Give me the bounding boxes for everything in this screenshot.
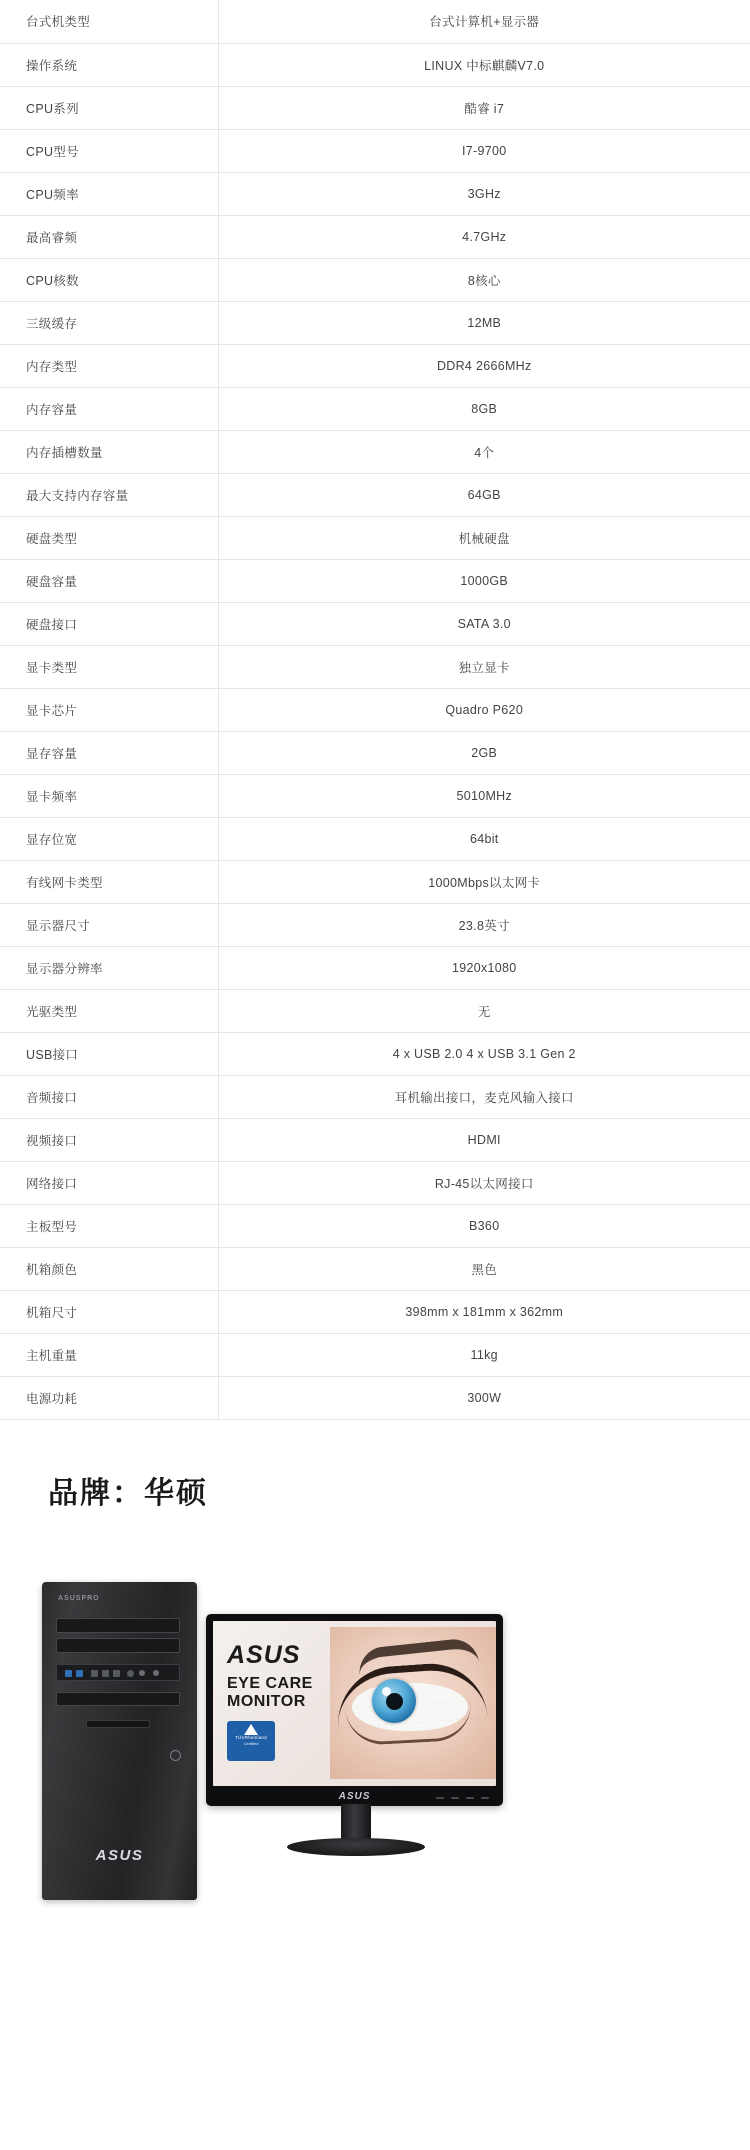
table-row [0,1247,750,1290]
table-row [0,989,750,1032]
spec-value: I7-9700 [218,129,750,172]
table-row [0,86,750,129]
spec-label: CPU系列 [0,86,218,129]
spec-value: Quadro P620 [218,688,750,731]
spec-label: 主机重量 [0,1333,218,1376]
osd-button-icon [481,1797,489,1799]
table-row [0,1161,750,1204]
spec-value: DDR4 2666MHz [218,344,750,387]
spec-label: 显卡芯片 [0,688,218,731]
tuv-certification-badge [227,1721,275,1761]
spec-value: 398mm x 181mm x 362mm [218,1290,750,1333]
table-row [0,301,750,344]
spec-value: RJ-45以太网接口 [218,1161,750,1204]
spec-value: 64bit [218,817,750,860]
table-row [0,860,750,903]
card-reader-icon [86,1720,150,1728]
spec-label: 硬盘容量 [0,559,218,602]
osd-button-icon [451,1797,459,1799]
spec-value: 4.7GHz [218,215,750,258]
spec-label: 内存插槽数量 [0,430,218,473]
table-row [0,172,750,215]
table-row [0,903,750,946]
table-row [0,559,750,602]
monitor-osd-buttons [436,1797,489,1799]
spec-value: 5010MHz [218,774,750,817]
spec-value: 1000Mbps以太网卡 [218,860,750,903]
table-row [0,1376,750,1419]
osd-button-icon [436,1797,444,1799]
spec-label: 显卡类型 [0,645,218,688]
tower-top-logo: ASUSPRO [58,1594,100,1602]
table-row [0,215,750,258]
triangle-icon [244,1724,258,1735]
table-row [0,645,750,688]
spec-label: 机箱尺寸 [0,1290,218,1333]
optical-bay-icon [56,1618,180,1633]
spec-label: CPU频率 [0,172,218,215]
table-row [0,602,750,645]
spec-value: SATA 3.0 [218,602,750,645]
table-row [0,1032,750,1075]
spec-value: 1000GB [218,559,750,602]
spec-label: 最高睿频 [0,215,218,258]
table-row [0,1204,750,1247]
spec-label: 网络接口 [0,1161,218,1204]
spec-value: 23.8英寸 [218,903,750,946]
optical-bay-icon [56,1638,180,1653]
spec-label: 操作系统 [0,43,218,86]
table-row [0,430,750,473]
spec-value: 3GHz [218,172,750,215]
spec-value: 4 x USB 2.0 4 x USB 3.1 Gen 2 [218,1032,750,1075]
eye-illustration-icon [330,1627,496,1779]
usb-port-icon [113,1670,120,1677]
table-row [0,129,750,172]
monitor-stand-base [287,1838,425,1856]
spec-value: 酷睿 i7 [218,86,750,129]
table-row [0,258,750,301]
screen-content [227,1640,313,1762]
spec-label: CPU型号 [0,129,218,172]
table-row [0,946,750,989]
badge-line-1: TÜVRheinland [235,1735,267,1741]
table-row [0,731,750,774]
osd-button-icon [466,1797,474,1799]
screen-headline-line1: EYE CARE [227,1674,313,1692]
spec-label: 最大支持内存容量 [0,473,218,516]
spec-value: 2GB [218,731,750,774]
microphone-jack-icon [139,1670,145,1676]
spec-value: 64GB [218,473,750,516]
spec-value: LINUX 中标麒麟V7.0 [218,43,750,86]
spec-label: 有线网卡类型 [0,860,218,903]
monitor-image [206,1614,506,1869]
spec-value: 12MB [218,301,750,344]
page-title: 品牌：华硕 [48,1476,208,1510]
brand-section [0,1420,750,1522]
spec-value: 11kg [218,1333,750,1376]
spec-value: 独立显卡 [218,645,750,688]
spec-label: 显存容量 [0,731,218,774]
spec-label: 显存位宽 [0,817,218,860]
spec-label: 显示器分辨率 [0,946,218,989]
table-row [0,1290,750,1333]
spec-value: 1920x1080 [218,946,750,989]
spec-value: 8核心 [218,258,750,301]
spec-label: USB接口 [0,1032,218,1075]
table-row [0,774,750,817]
spec-value: 无 [218,989,750,1032]
spec-label: 硬盘类型 [0,516,218,559]
spec-label: 内存容量 [0,387,218,430]
monitor-screen [213,1621,496,1786]
spec-value: 300W [218,1376,750,1419]
table-row [0,688,750,731]
usb-port-icon [91,1670,98,1677]
usb-port-icon [102,1670,109,1677]
table-row [0,516,750,559]
spec-label: 显示器尺寸 [0,903,218,946]
spec-label: 光驱类型 [0,989,218,1032]
monitor-brand-logo: ASUS [338,1790,371,1802]
usb-port-icon [76,1670,83,1677]
table-row [0,387,750,430]
table-row [0,1118,750,1161]
product-image-section [0,1552,750,2032]
spec-label: 内存类型 [0,344,218,387]
usb-port-icon [65,1670,72,1677]
spec-value: B360 [218,1204,750,1247]
monitor-bezel [206,1614,503,1806]
spec-label: 电源功耗 [0,1376,218,1419]
table-row [0,0,750,43]
spec-label: 显卡频率 [0,774,218,817]
desktop-tower-image [42,1582,202,1902]
spec-value: 黑色 [218,1247,750,1290]
table-row [0,43,750,86]
table-row [0,1075,750,1118]
spec-value: 4个 [218,430,750,473]
led-indicator-icon [153,1670,159,1676]
tower-chassis [42,1582,197,1900]
spec-label: 台式机类型 [0,0,218,43]
power-button-icon [170,1750,181,1761]
table-row [0,1333,750,1376]
tower-brand-logo: ASUS [95,1846,144,1864]
spec-value: 机械硬盘 [218,516,750,559]
spec-label: 音频接口 [0,1075,218,1118]
spec-label: 机箱颜色 [0,1247,218,1290]
spec-label: 视频接口 [0,1118,218,1161]
table-row [0,817,750,860]
screen-headline-line2: MONITOR [227,1692,306,1710]
spec-label: 主板型号 [0,1204,218,1247]
spec-value: HDMI [218,1118,750,1161]
spec-label: CPU核数 [0,258,218,301]
screen-brand-logo: ASUS [227,1640,301,1669]
spec-label: 三级缓存 [0,301,218,344]
front-port-panel [56,1664,180,1681]
spec-label: 硬盘接口 [0,602,218,645]
spec-value: 耳机输出接口，麦克风输入接口 [218,1075,750,1118]
audio-jack-icon [127,1670,134,1677]
badge-line-2: Certified [243,1741,259,1747]
spec-value: 台式计算机+显示器 [218,0,750,43]
spec-value: 8GB [218,387,750,430]
table-row [0,344,750,387]
monitor-chin [206,1786,503,1806]
table-row [0,473,750,516]
drive-bay-icon [56,1692,180,1706]
